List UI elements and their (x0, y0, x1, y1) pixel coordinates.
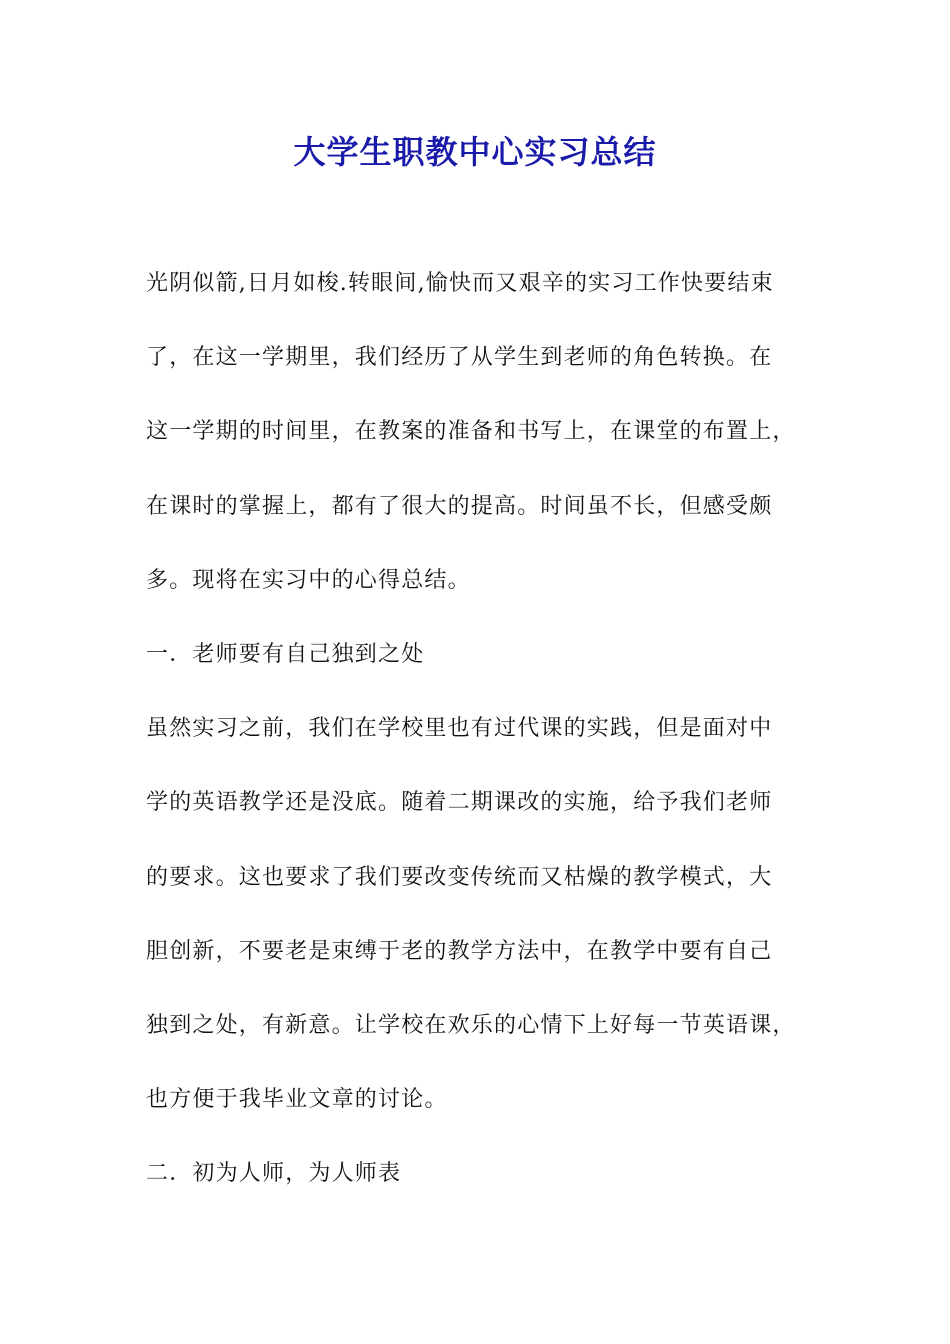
document-title: 大学生职教中心实习总结 (293, 133, 657, 171)
paragraph-line: 独到之处，有新意。让学校在欢乐的心情下上好每一节英语课， (146, 1012, 796, 1038)
paragraph-line: 胆创新，不要老是束缚于老的教学方法中，在教学中要有自己 (146, 938, 773, 964)
paragraph-line: 多。现将在实习中的心得总结。 (146, 567, 471, 593)
section-heading: 一．老师要有自己独到之处 (146, 641, 425, 667)
paragraph-line: 也方便于我毕业文章的讨论。 (146, 1087, 448, 1113)
document-body (146, 247, 836, 1211)
paragraph-line: 的要求。这也要求了我们要改变传统而又枯燥的教学模式，大 (146, 864, 773, 890)
paragraph-line: 这一学期的时间里，在教案的准备和书写上，在课堂的布置上， (146, 419, 796, 445)
paragraph-line: 光阴似箭,日月如梭.转眼间,愉快而又艰辛的实习工作快要结束 (146, 271, 774, 296)
paragraph-line: 学的英语教学还是没底。随着二期课改的实施，给予我们老师 (146, 790, 773, 816)
paragraph-line: 虽然实习之前，我们在学校里也有过代课的实践，但是面对中 (146, 716, 773, 742)
section-heading: 二．初为人师，为人师表 (146, 1161, 402, 1187)
paragraph-line: 了，在这一学期里，我们经历了从学生到老师的角色转换。在 (146, 345, 773, 371)
paragraph-line: 在课时的掌握上，都有了很大的提高。时间虽不长，但感受颇 (146, 493, 773, 519)
